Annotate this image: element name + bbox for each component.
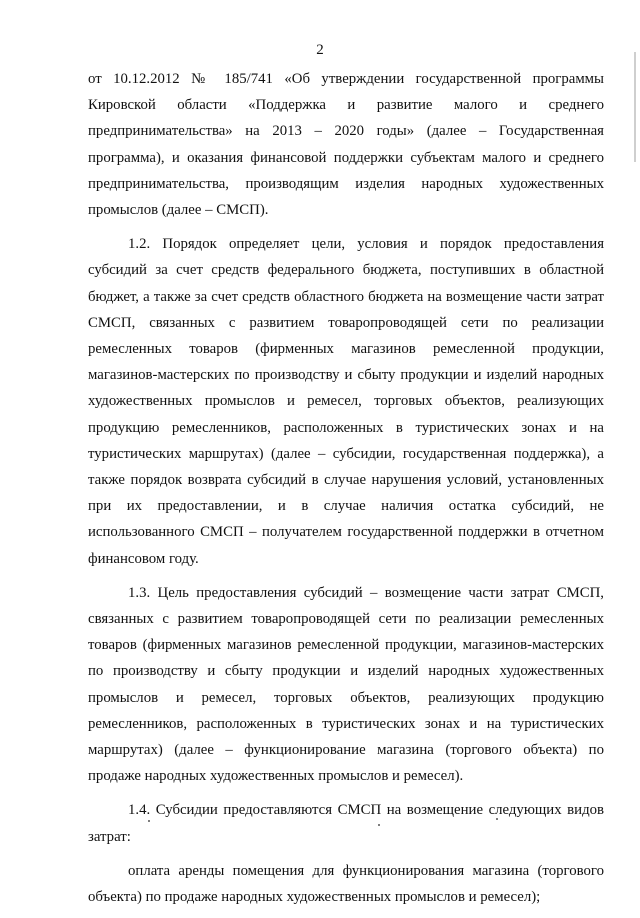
paragraph-rent-payment: оплата аренды помещения для функционирования магазина (торгового объекта) по продаже народных художественных промыслов и ремесел); [88, 862, 604, 906]
page-number: 2 [316, 42, 324, 58]
scan-edge-mark [634, 52, 636, 162]
paragraph-1-2: 1.2. Порядок определяет цели, условия и порядок предоставления субсидий за счет средств федерального бюджета, поступивших в областной бюджет, а также за счет средств областного бюджета на возмещение части затрат СМСП, связанных с развитием товаропроводящей сети по реализации ремесленных товаров (фирменных магазинов ремесленной продукции, магазинов-мастерских по производству и сбыту продукции и изделий народных художественных промыслов и ремесел, торговых объектов, реализующих продукцию ремесленников, расположенных в туристических зонах и на туристических маршрутах) (далее – субсидии, государственная поддержка), а также порядок возврата субсидий в случае нарушения условий, установленных при их предоставлении, и в случае наличия остатка субсидий, не использованного СМСП – получателем государственной поддержки в отчетном финансовом году. [88, 236, 604, 567]
paragraph-1-3: 1.3. Цель предоставления субсидий – возмещение части затрат СМСП, связанных с развитием товаропроводящей сети по реализации ремесленных товаров (фирменных магазинов ремесленной продукции, магазинов-мастерских по производству и сбыту продукции и изделий народных художественных промыслов и ремесел, торговых объектов, реализующих продукцию ремесленников, расположенных в туристических зонах и на туристических маршрутах) (далее – функционирование магазина (торгового объекта) по продаже народных художественных промыслов и ремесел). [88, 584, 604, 785]
scan-speck [496, 818, 498, 820]
scan-speck [378, 824, 380, 826]
paragraph-continuation: от 10.12.2012 № 185/741 «Об утверждении государственной программы Кировской области «Поддержка и развитие малого и среднего предпринимательства» на 2013 – 2020 годы» (далее – Государственная программа), и оказания финансовой поддержки субъектам малого и среднего предпринимательства, производящим изделия народных художественных промыслов (далее – СМСП). [88, 71, 604, 219]
scan-speck [148, 820, 150, 822]
document-body [88, 66, 604, 918]
paragraph-1-4: 1.4. Субсидии предоставляются СМСП на возмещение следующих видов затрат: [88, 802, 604, 845]
